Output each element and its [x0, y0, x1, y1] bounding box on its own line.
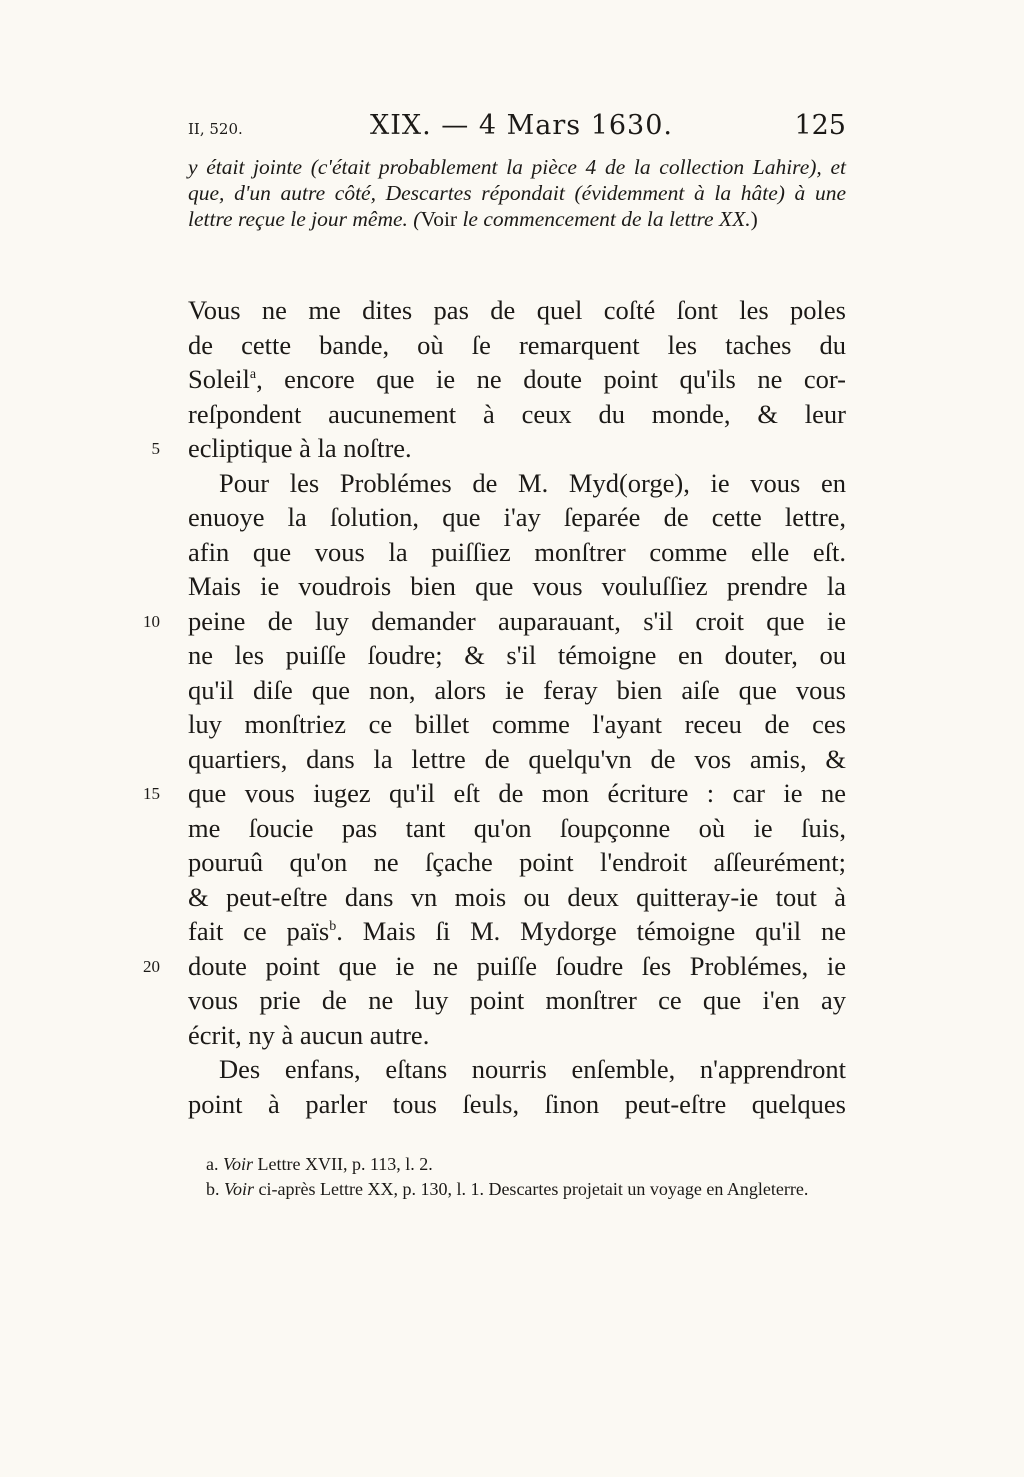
line-number: 10: [143, 612, 160, 631]
line-number: 5: [151, 439, 160, 458]
editorial-note: [188, 154, 846, 232]
volume-reference: II, 520.: [188, 120, 243, 138]
text-line: quartiers, dans la lettre de quelqu'vn de vos amis, &: [188, 743, 846, 774]
footnote-label: a.: [206, 1154, 219, 1174]
footnote-label: b.: [206, 1179, 220, 1199]
text-line: qu'il diſe que non, alors ie feray bien aiſe que vous: [188, 674, 846, 705]
text-line: point à parler tous ſeuls, ſinon peut-eſtre quelques: [188, 1088, 846, 1119]
text-line: Vous ne me dites pas de quel coſté ſont les poles: [188, 295, 846, 325]
footnotes: [188, 1152, 846, 1202]
letter-title: XIX. — 4 Mars 1630.: [370, 110, 674, 141]
footnote-b: [188, 1177, 846, 1202]
text-line: ecliptique à la noſtre.: [188, 433, 412, 463]
footnote-marker: b: [329, 919, 337, 935]
footnote-text: ci-après Lettre XX, p. 130, l. 1. Descartes projetait un voyage en Angleterre.: [254, 1179, 809, 1199]
text-line: [188, 914, 846, 949]
text-line: luy monſtriez ce billet comme l'ayant receu de ces: [188, 709, 846, 739]
text-line: Pour les Problémes de M. Myd(orge), ie vous en: [219, 467, 846, 498]
text-line: [188, 362, 846, 397]
footnote-voir: Voir: [223, 1154, 254, 1174]
footnote-text: Lettre XVII, p. 113, l. 2.: [253, 1154, 433, 1174]
editorial-note-text-end: le commencement de la lettre XX.: [457, 207, 751, 231]
text-line: & peut-eſtre dans vn mois ou deux quitteray-ie tout à: [188, 881, 846, 912]
text-line: vous prie de ne luy point monſtrer ce que i'en ay: [188, 985, 846, 1015]
text-line: Des enfans, eſtans nourris enſemble, n'apprendront: [219, 1054, 846, 1084]
text-fragment: , encore que ie ne doute point qu'ils ne cor-: [256, 364, 846, 394]
editorial-note-text: y était jointe (c'était probablement la pièce 4 de la collection Lahire), et que, d'un autre côté, Descartes répondait (évidemment à la hâte) à une lettre reçue le jour même. (: [188, 155, 846, 231]
text-line: que vous iugez qu'il eſt de mon écriture : car ie ne: [188, 778, 846, 808]
text-line: afin que vous la puiſſiez monſtrer comme elle eſt.: [188, 536, 846, 567]
text-line: reſpondent aucunement à ceux du monde, & leur: [188, 398, 846, 429]
line-number: 20: [143, 957, 160, 976]
text-line: Mais ie voudrois bien que vous vouluſſiez prendre la: [188, 571, 846, 601]
text-line: ne les puiſſe ſoudre; & s'il témoigne en douter, ou: [188, 640, 846, 670]
footnote-marker: a: [249, 367, 257, 383]
text-line: enuoye la ſolution, que i'ay ſeparée de cette lettre,: [188, 502, 846, 532]
page-number: 125: [794, 110, 846, 141]
text-line: de cette bande, où ſe remarquent les taches du: [188, 329, 846, 360]
editorial-note-close: ): [750, 207, 758, 231]
text-line: pouruû qu'on ne ſçache point l'endroit aſſeurément;: [188, 847, 846, 877]
text-line: écrit, ny à aucun autre.: [188, 1019, 430, 1050]
text-line: peine de luy demander auparauant, s'il croit que ie: [188, 605, 846, 636]
letter-body: [188, 293, 846, 1121]
text-fragment: fait ce païs: [188, 916, 330, 946]
editorial-note-voir: Voir: [420, 207, 458, 231]
text-line: me ſoucie pas tant qu'on ſoupçonne où ie ſuis,: [188, 812, 846, 843]
text-fragment: . Mais ſi M. Mydorge témoigne qu'il ne: [336, 916, 846, 946]
footnote-voir: Voir: [224, 1179, 255, 1199]
running-header: [188, 108, 846, 148]
line-number: 15: [143, 784, 160, 803]
text-line: doute point que ie ne puiſſe ſoudre ſes Problémes, ie: [188, 950, 846, 981]
footnote-a: [188, 1152, 846, 1177]
text-fragment: Soleil: [188, 364, 250, 394]
